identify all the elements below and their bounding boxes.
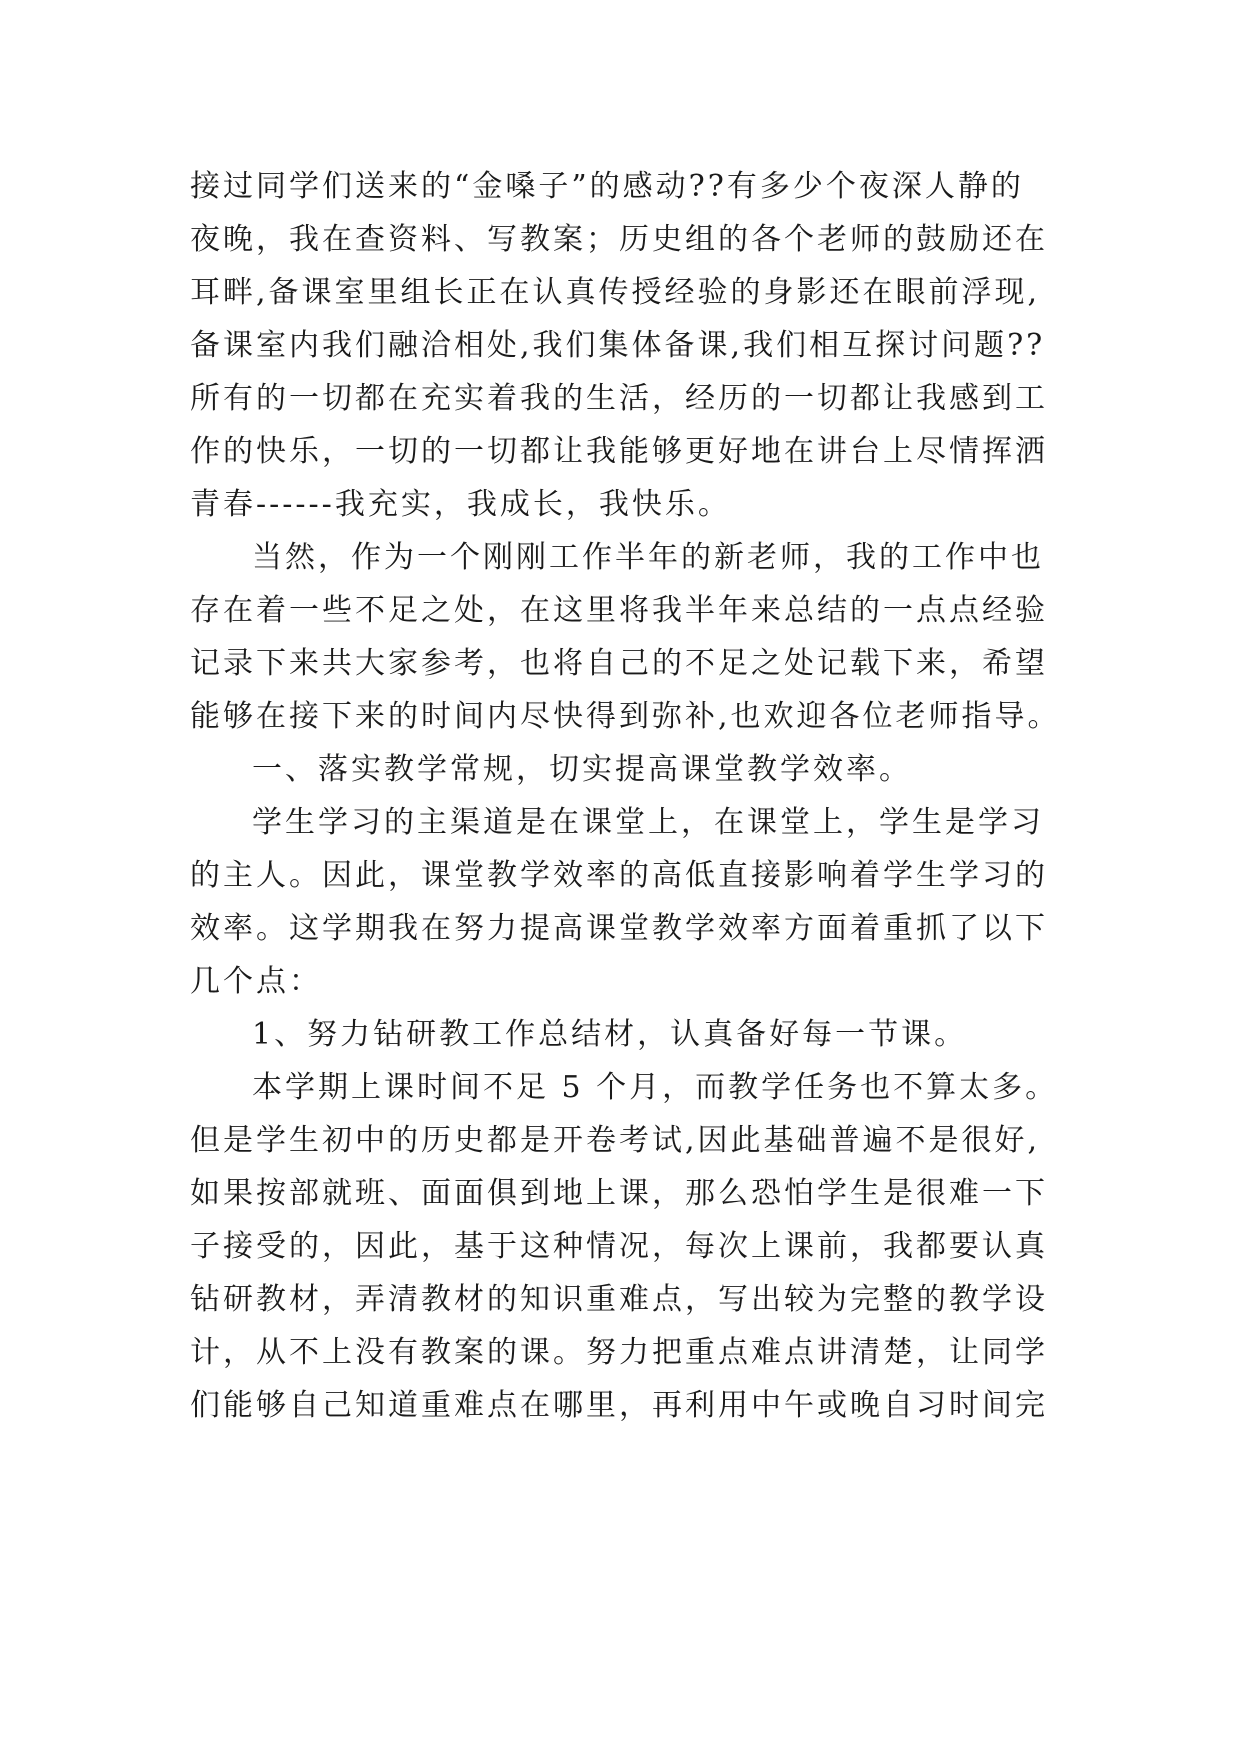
text-line: 们能够自己知道重难点在哪里，再利用中午或晚自习时间完 bbox=[190, 1388, 1048, 1423]
text-line: 记录下来共大家参考，也将自己的不足之处记载下来，希望 bbox=[190, 646, 1048, 681]
text-line: 夜晚，我在查资料、写教案；历史组的各个老师的鼓励还在 bbox=[190, 222, 1048, 257]
paragraph-start-line: 当然，作为一个刚刚工作半年的新老师，我的工作中也 bbox=[252, 540, 1044, 575]
text-line: 钻研教材，弄清教材的知识重难点，写出较为完整的教学设 bbox=[190, 1282, 1048, 1317]
text-line: 的主人。因此，课堂教学效率的高低直接影响着学生学习的 bbox=[190, 858, 1048, 893]
text-line: 接过同学们送来的“金嗓子”的感动??有多少个夜深人静的 bbox=[190, 169, 1024, 204]
body-text bbox=[190, 160, 1090, 1432]
text-line: 子接受的，因此，基于这种情况，每次上课前，我都要认真 bbox=[190, 1229, 1048, 1264]
text-line: 耳畔,备课室里组长正在认真传授经验的身影还在眼前浮现, bbox=[190, 275, 1041, 310]
text-line: 青春------我充实，我成长，我快乐。 bbox=[190, 487, 731, 522]
text-line: 存在着一些不足之处，在这里将我半年来总结的一点点经验 bbox=[190, 593, 1048, 628]
text-line: 但是学生初中的历史都是开卷考试,因此基础普遍不是很好, bbox=[190, 1123, 1041, 1158]
paragraph-start-line: 学生学习的主渠道是在课堂上，在课堂上，学生是学习 bbox=[252, 805, 1044, 840]
text-line: 能够在接下来的时间内尽快得到弥补,也欢迎各位老师指导。 bbox=[190, 699, 1061, 734]
text-line: 几个点： bbox=[190, 964, 322, 999]
text-line: 计，从不上没有教案的课。努力把重点难点讲清楚，让同学 bbox=[190, 1335, 1048, 1370]
text-line: 如果按部就班、面面俱到地上课，那么恐怕学生是很难一下 bbox=[190, 1176, 1048, 1211]
text-line: 作的快乐，一切的一切都让我能够更好地在讲台上尽情挥洒 bbox=[190, 434, 1048, 469]
text-line: 效率。这学期我在努力提高课堂教学效率方面着重抓了以下 bbox=[190, 911, 1048, 946]
text-line: 所有的一切都在充实着我的生活，经历的一切都让我感到工 bbox=[190, 381, 1048, 416]
subsection-heading: 1、努力钻研教工作总结材，认真备好每一节课。 bbox=[252, 1017, 968, 1052]
paragraph-start-line: 本学期上课时间不足 5 个月，而教学任务也不算太多。 bbox=[252, 1070, 1059, 1105]
section-heading: 一、落实教学常规，切实提高课堂教学效率。 bbox=[252, 752, 912, 787]
text-line: 备课室内我们融洽相处,我们集体备课,我们相互探讨问题?? bbox=[190, 328, 1046, 363]
